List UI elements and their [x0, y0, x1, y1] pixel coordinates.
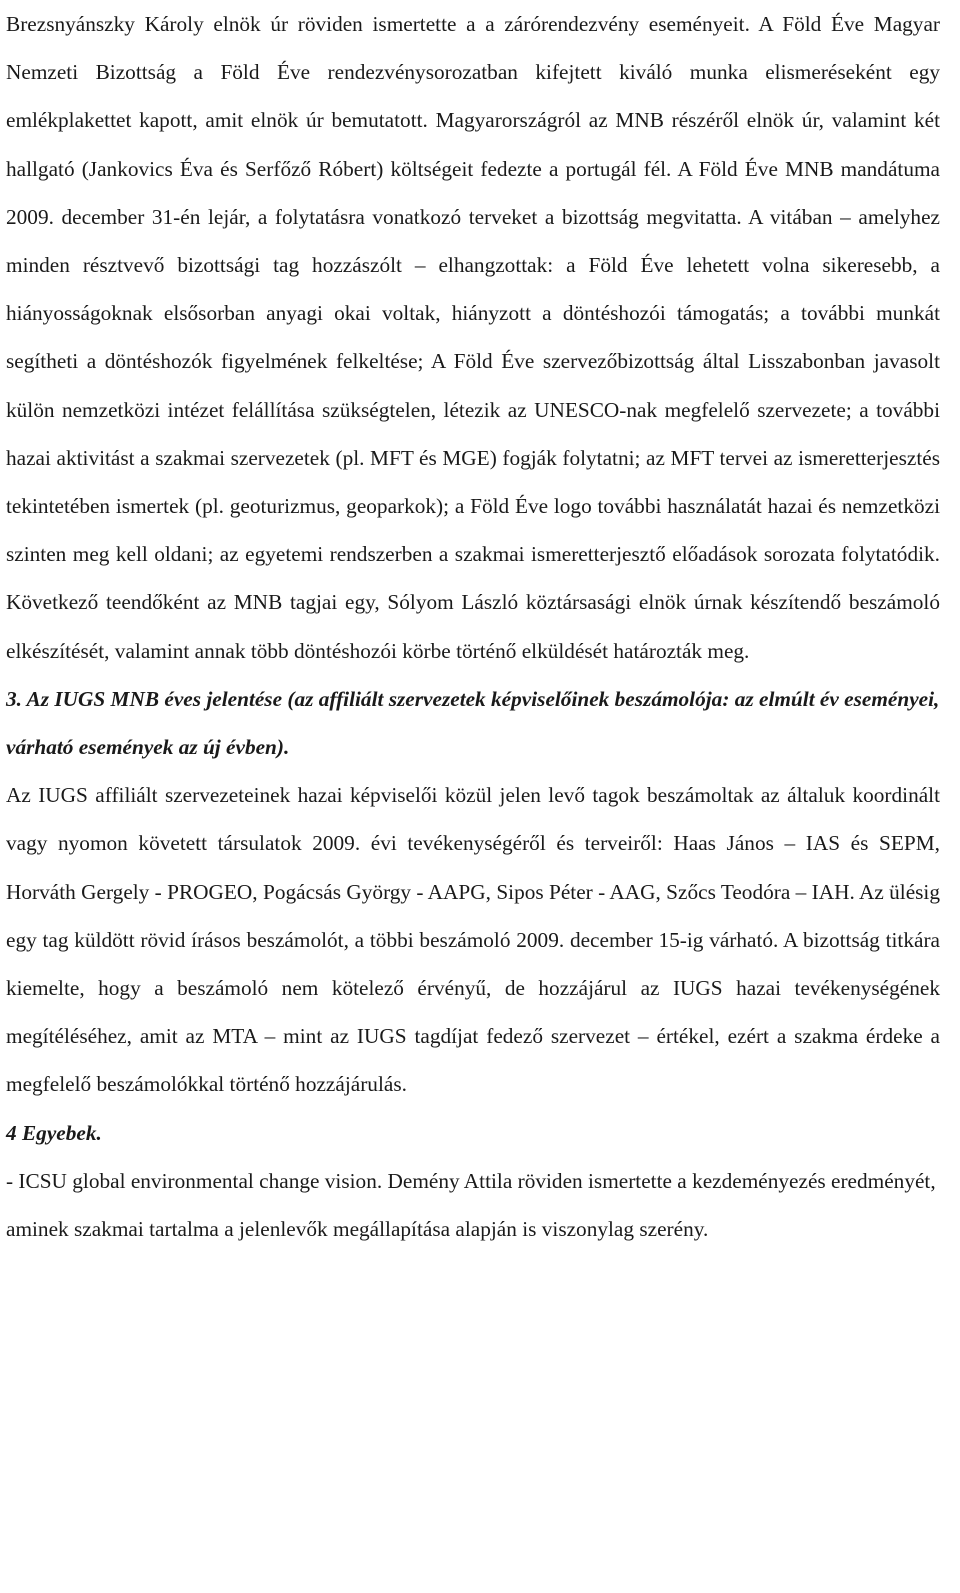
section-heading-3: 3. Az IUGS MNB éves jelentése (az affiliált szervezetek képviselőinek beszámolója: az elmúlt év eseményei, várható események az új évben).: [6, 686, 940, 760]
section-heading-4: 4 Egyebek.: [6, 1120, 102, 1145]
paragraph-icsu: - ICSU global environmental change vision. Demény Attila röviden ismertette a kezdeményezés eredményét, aminek szakmai tartalma a jelenlevők megállapítása alapján is viszonylag szerény.: [6, 1168, 936, 1242]
paragraph-iugs-report: Az IUGS affiliált szervezeteinek hazai képviselői közül jelen levő tagok beszámoltak az általuk koordinált vagy nyomon követett társulatok 2009. évi tevékenységéről és terveiről: Haas János – IAS és SEPM, Horváth Gergely - PROGEO, Pogácsás György - AAPG, Sipos Péter - AAG, Szőcs Teodóra – IAH. Az ülésig egy tag küldött rövid írásos beszámolót, a többi beszámoló 2009. december 15-ig várható. A bizottság titkára kiemelte, hogy a beszámoló nem kötelező érvényű, de hozzájárul az IUGS hazai tevékenységének megítéléséhez, amit az MTA – mint az IUGS tagdíjat fedező szervezet – értékel, ezért a szakma érdeke a megfelelő beszámolókkal történő hozzájárulás.: [6, 783, 940, 1097]
paragraph-closing-event: Brezsnyánszky Károly elnök úr röviden ismertette a a zárórendezvény eseményeit. A Föld Éve Magyar Nemzeti Bizottság a Föld Éve rendezvénysorozatban kifejtett kiváló munka elismeréseként egy emlékplakettet kapott, amit elnök úr bemutatott. Magyarországról az MNB részéről elnök úr, valamint két hallgató (Jankovics Éva és Serfőző Róbert) költségeit fedezte a portugál fél. A Föld Éve MNB mandátuma 2009. december 31-én lejár, a folytatásra vonatkozó terveket a bizottság megvitatta. A vitában – amelyhez minden résztvevő bizottsági tag hozzászólt – elhangzottak: a Föld Éve lehetett volna sikeresebb, a hiányosságoknak elsősorban anyagi okai voltak, hiányzott a döntéshozói támogatás; a további munkát segítheti a döntéshozók figyelmének felkeltése; A Föld Éve szervezőbizottság által Lisszabonban javasolt külön nemzetközi intézet felállítása szükségtelen, létezik az UNESCO-nak megfelelő szervezete; a további hazai aktivitást a szakmai szervezetek (pl. MFT és MGE) fogják folytatni; az MFT tervei az ismeretterjesztés tekintetében ismertek (pl. geoturizmus, geoparkok); a Föld Éve logo további használatát hazai és nemzetközi szinten meg kell oldani; az egyetemi rendszerben a szakmai ismeretterjesztő előadások sorozata folytatódik. Következő teendőként az MNB tagjai egy, Sólyom László köztársasági elnök úrnak készítendő beszámoló elkészítését, valamint annak több döntéshozói körbe történő elküldését határozták meg.: [6, 12, 940, 663]
